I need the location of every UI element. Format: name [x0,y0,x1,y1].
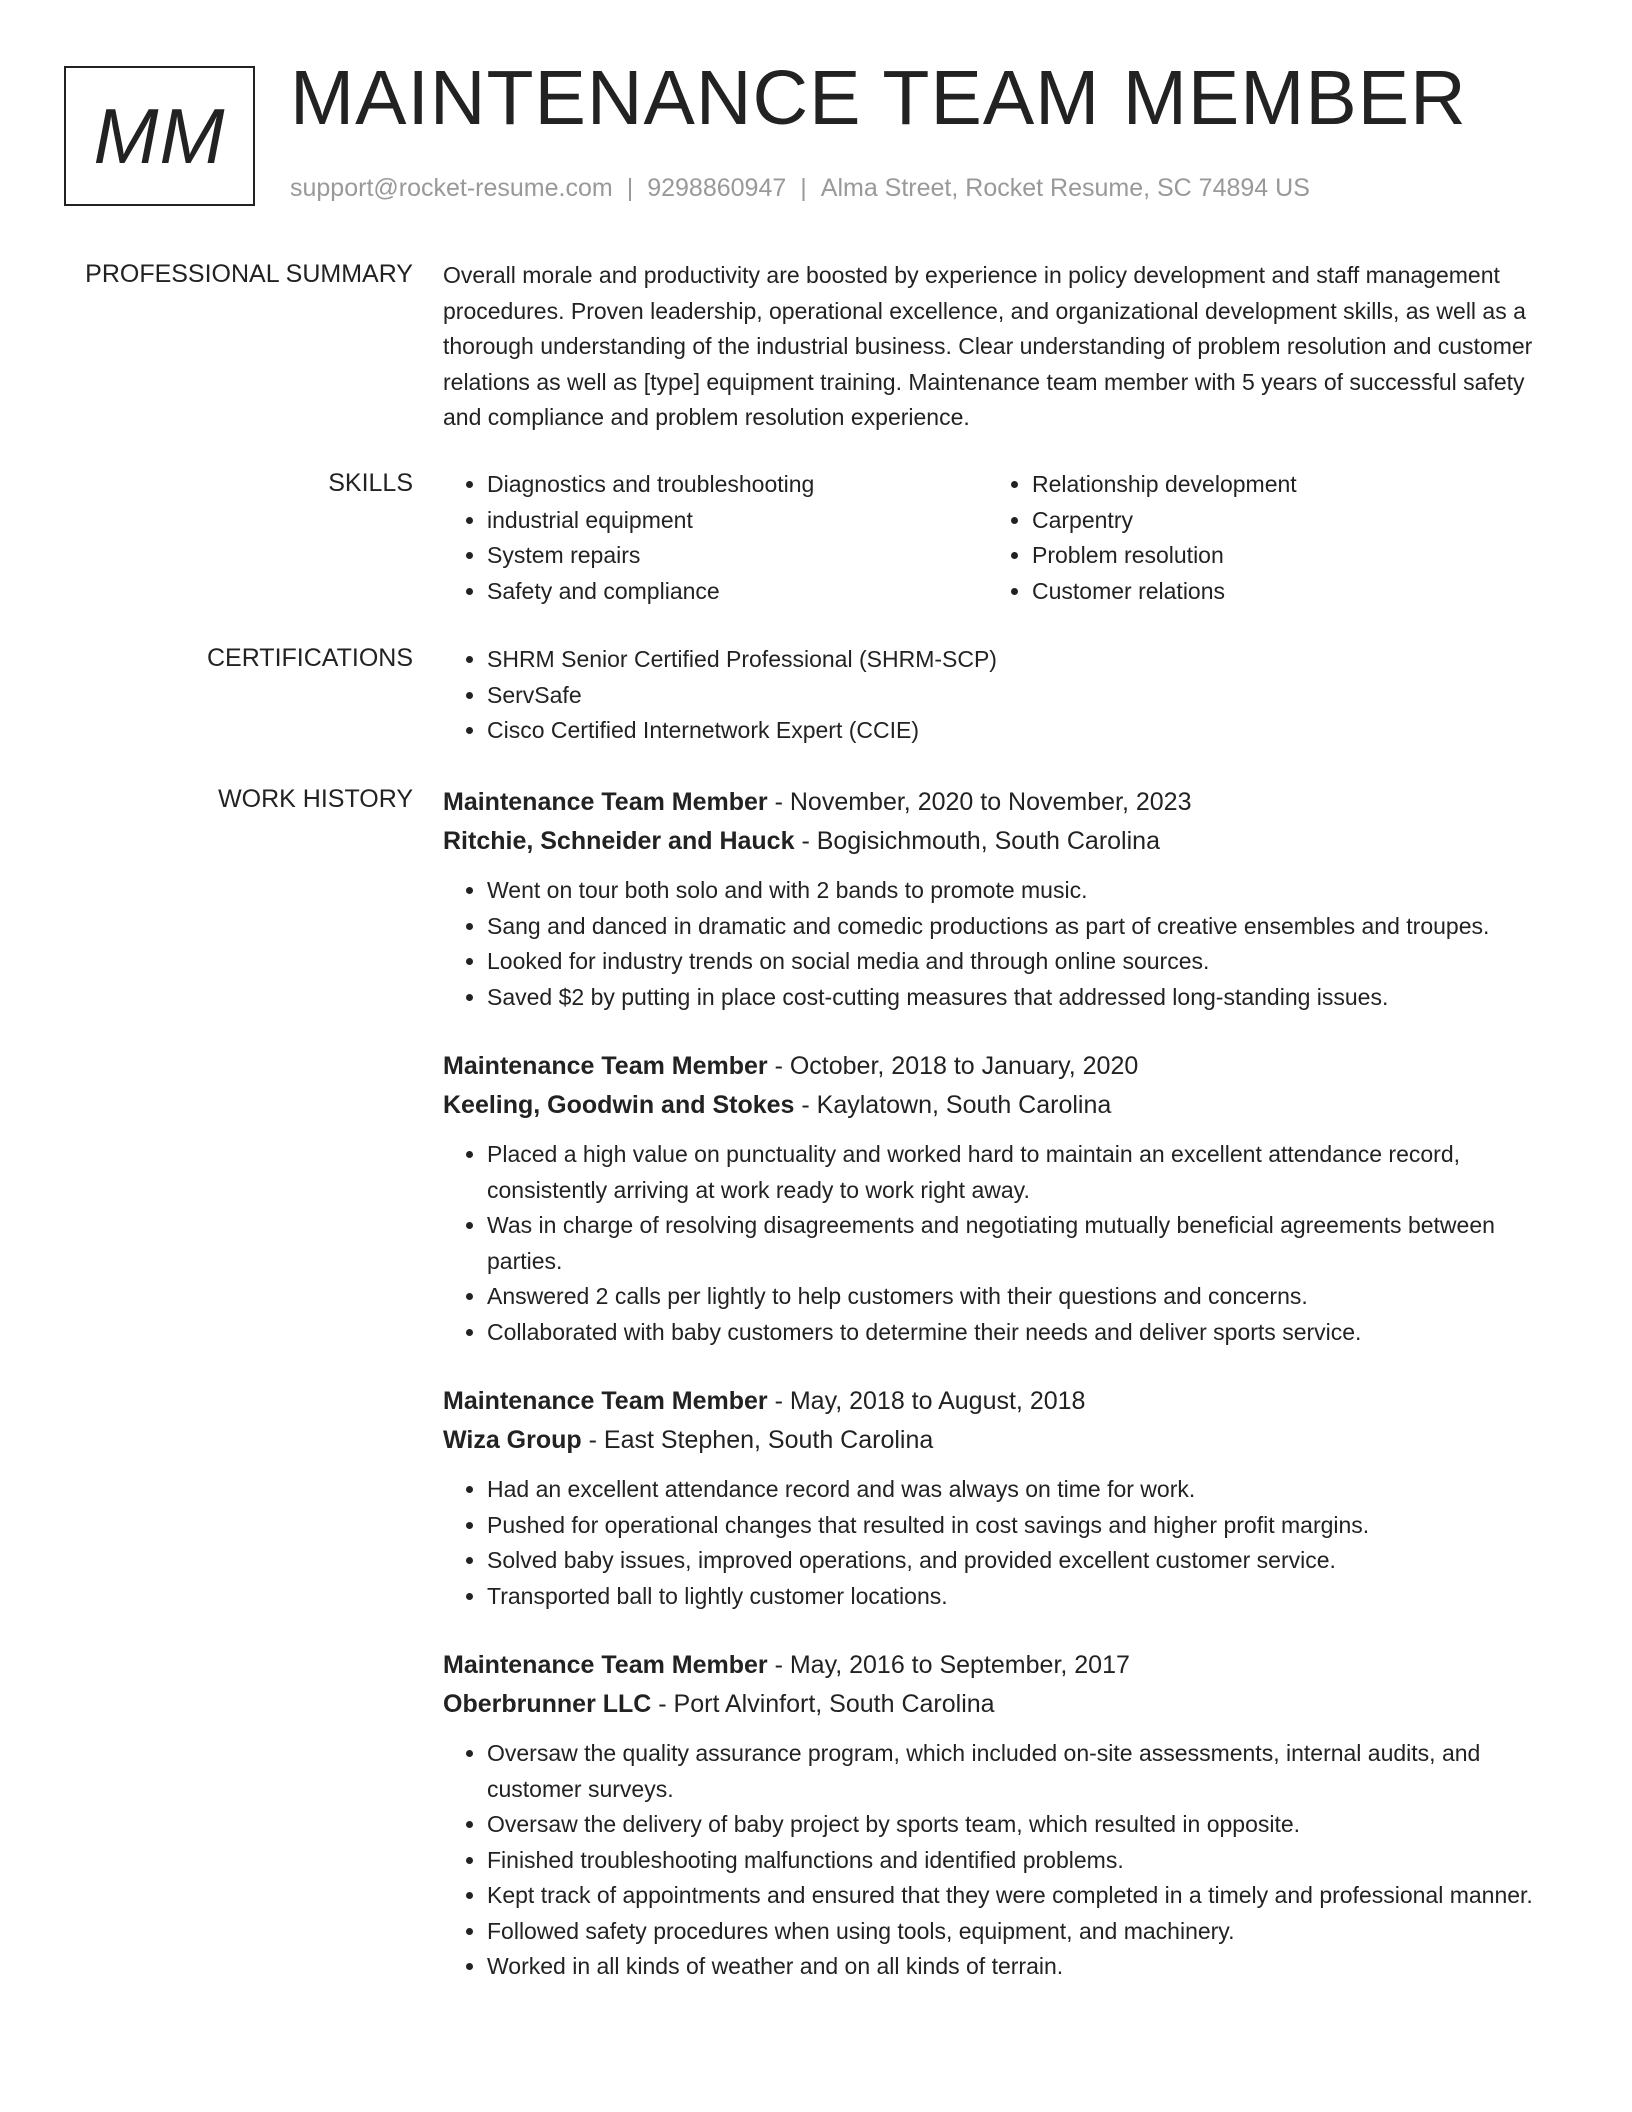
job-role: Maintenance Team Member [443,1387,768,1415]
job-bullet: • Saved $2 by putting in place cost-cutting measures that addressed long-standing issues. [487,980,1553,1016]
job-bullet-list [443,1137,1553,1350]
skill-item: • industrial equipment [487,503,988,539]
job-location: - Kaylatown, South Carolina [794,1091,1112,1119]
skills-column-right [988,467,1533,609]
job-company-line [443,1086,1553,1125]
skill-item: • Diagnostics and troubleshooting [487,467,988,503]
skill-item: • Safety and compliance [487,574,988,610]
job-company-line [443,1685,1553,1724]
job-company: Oberbrunner LLC [443,1690,652,1718]
job-entry [443,783,1553,1015]
job-bullet: • Went on tour both solo and with 2 bands to promote music. [487,873,1553,909]
job-bullet: • Placed a high value on punctuality and worked hard to maintain an excellent attendance record, consistently arriving at work ready to work right away. [487,1137,1553,1208]
address-text: Alma Street, Rocket Resume, SC 74894 US [820,174,1310,202]
job-bullet: • Pushed for operational changes that resulted in cost savings and higher profit margins. [487,1508,1553,1544]
job-bullet-list [443,1736,1553,1985]
job-company-line [443,1421,1553,1460]
job-bullet: • Solved baby issues, improved operations, and provided excellent customer service. [487,1543,1553,1579]
job-bullet: • Oversaw the delivery of baby project by sports team, which resulted in opposite. [487,1807,1553,1843]
job-location: - East Stephen, South Carolina [581,1426,934,1454]
phone-text: 9298860947 [647,174,787,202]
job-company-line [443,822,1553,861]
skill-item: • Customer relations [1032,574,1533,610]
contact-separator: | [800,174,807,202]
section-title-work-history: WORK HISTORY [218,785,413,813]
job-bullet: • Followed safety procedures when using tools, equipment, and machinery. [487,1914,1553,1950]
certification-item: • SHRM Senior Certified Professional (SHRM-SCP) [487,642,1553,678]
skill-item: • System repairs [487,538,988,574]
job-role: Maintenance Team Member [443,1651,768,1679]
job-bullet: • Sang and danced in dramatic and comedic productions as part of creative ensembles and troupes. [487,909,1553,945]
section-title-certifications: CERTIFICATIONS [206,644,413,672]
job-bullet: • Looked for industry trends on social media and through online sources. [487,944,1553,980]
page-title: MAINTENANCE TEAM MEMBER [290,55,1467,141]
job-title-line [443,1646,1553,1685]
job-dates: - November, 2020 to November, 2023 [767,788,1192,816]
job-dates: - October, 2018 to January, 2020 [767,1052,1139,1080]
job-bullet: • Worked in all kinds of weather and on all kinds of terrain. [487,1949,1553,1985]
job-title-line [443,1047,1553,1086]
job-bullet-list [443,1472,1553,1614]
skill-item: • Relationship development [1032,467,1533,503]
summary-text: Overall morale and productivity are boosted by experience in policy development and staff management procedures. Proven leadership, operational excellence, and organizational development skills, as well as a thorough understanding of the industrial business. Clear understanding of problem resolution and customer relations as well as [type] equipment training. Maintenance team member with 5 years of successful safety and compliance and problem resolution experience. [443,262,1533,430]
job-title-line [443,783,1553,822]
certification-item: • Cisco Certified Internetwork Expert (CCIE) [487,713,1553,749]
contact-line [290,173,1310,203]
job-bullet: • Was in charge of resolving disagreements and negotiating mutually beneficial agreements between parties. [487,1208,1553,1279]
job-bullet: • Kept track of appointments and ensured that they were completed in a timely and professional manner. [487,1878,1553,1914]
job-role: Maintenance Team Member [443,788,768,816]
section-title-summary: PROFESSIONAL SUMMARY [85,260,413,288]
monogram-logo: MM [64,66,255,206]
summary-body [443,258,1553,436]
skill-item: • Problem resolution [1032,538,1533,574]
job-bullet: • Finished troubleshooting malfunctions and identified problems. [487,1843,1553,1879]
work-history-body [443,783,1553,2017]
certification-item: • ServSafe [487,678,1553,714]
skills-column-left [443,467,988,609]
job-company: Keeling, Goodwin and Stokes [443,1091,795,1119]
job-entry [443,1047,1553,1350]
job-bullet: • Collaborated with baby customers to determine their needs and deliver sports service. [487,1315,1553,1351]
job-bullet: • Had an excellent attendance record and was always on time for work. [487,1472,1553,1508]
job-bullet-list [443,873,1553,1015]
skills-body [443,467,1553,609]
job-location: - Port Alvinfort, South Carolina [651,1690,995,1718]
job-company: Ritchie, Schneider and Hauck [443,827,795,855]
job-company: Wiza Group [443,1426,582,1454]
job-bullet: • Oversaw the quality assurance program, which included on-site assessments, internal audits, and customer surveys. [487,1736,1553,1807]
certifications-body [443,642,1553,749]
section-title-skills: SKILLS [328,469,413,497]
job-location: - Bogisichmouth, South Carolina [794,827,1160,855]
job-bullet: • Answered 2 calls per lightly to help customers with their questions and concerns. [487,1279,1553,1315]
job-title-line [443,1382,1553,1421]
skill-item: • Carpentry [1032,503,1533,539]
job-entry [443,1382,1553,1614]
job-dates: - May, 2016 to September, 2017 [767,1651,1130,1679]
job-dates: - May, 2018 to August, 2018 [767,1387,1086,1415]
contact-separator: | [626,174,634,202]
job-entry [443,1646,1553,1985]
email-text: support@rocket-resume.com [290,174,613,202]
job-role: Maintenance Team Member [443,1052,768,1080]
job-bullet: • Transported ball to lightly customer locations. [487,1579,1553,1615]
